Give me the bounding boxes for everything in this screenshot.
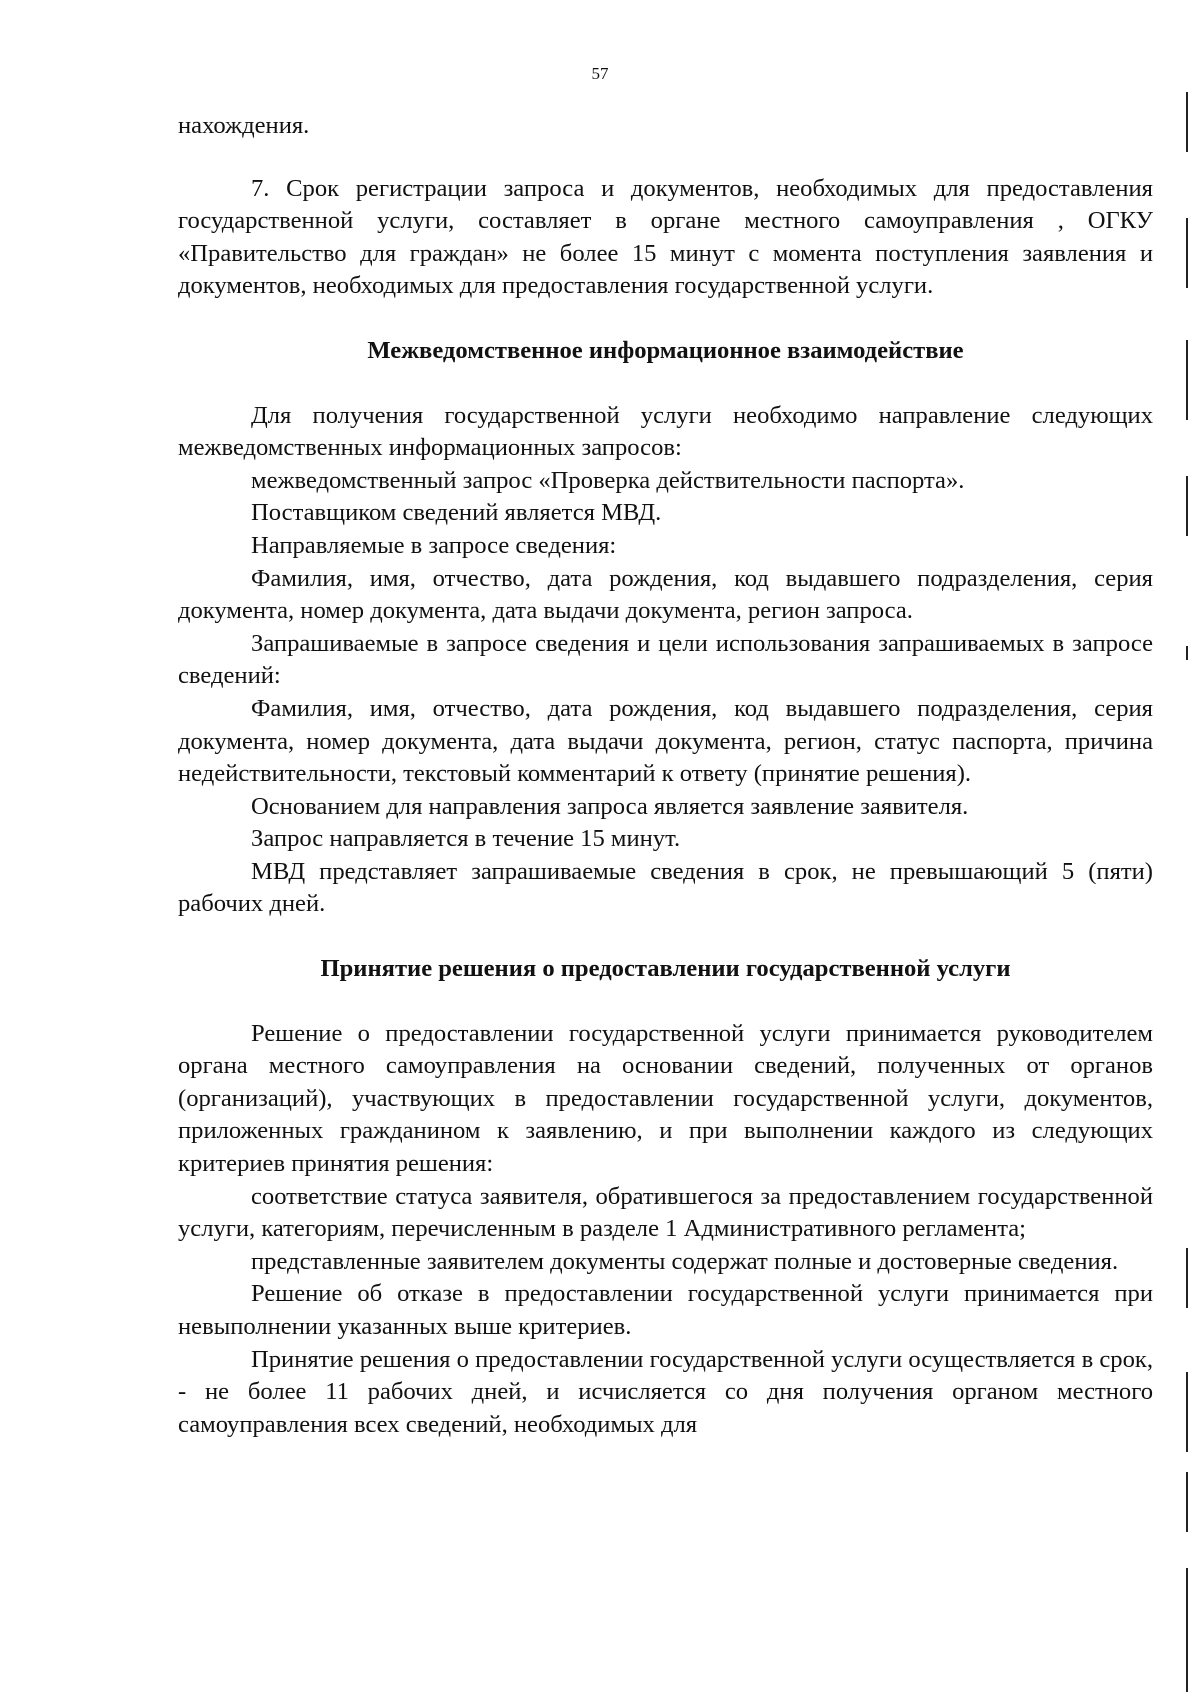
- paragraph: Поставщиком сведений является МВД.: [251, 499, 662, 527]
- scan-edge-mark: [1186, 1568, 1188, 1692]
- paragraph: представленные заявителем документы содержат полные и достоверные сведения.: [251, 1247, 1119, 1275]
- paragraph: межведомственный запрос «Проверка действительности паспорта».: [251, 466, 965, 494]
- scan-edge-mark: [1186, 340, 1188, 420]
- paragraph: соответствие статуса заявителя, обратившегося за предоставлением государственной услуги, категориям, перечисленным в разделе 1 Административного регламента;: [178, 1182, 1153, 1243]
- paragraph: МВД представляет запрашиваемые сведения в срок, не превышающий 5 (пяти) рабочих дней.: [178, 857, 1153, 918]
- paragraph: Решение об отказе в предоставлении государственной услуги принимается при невыполнении указанных выше критериев.: [178, 1280, 1153, 1340]
- document-body: [178, 110, 1153, 1441]
- scan-edge-mark: [1186, 646, 1188, 660]
- scan-edge-mark: [1186, 1248, 1188, 1308]
- paragraph: Основанием для направления запроса является заявление заявителя.: [251, 792, 969, 820]
- scan-edge-mark: [1186, 218, 1188, 288]
- scan-edge-mark: [1186, 92, 1188, 152]
- paragraph: Фамилия, имя, отчество, дата рождения, код выдавшего подразделения, серия документа, номер документа, дата выдачи документа, регион, статус паспорта, причина недействительности, текстовый комментарий к ответу (принятие решения).: [178, 694, 1153, 788]
- page-number: 57: [591, 64, 609, 83]
- paragraph: Фамилия, имя, отчество, дата рождения, код выдавшего подразделения, серия документа, номер документа, дата выдачи документа, регион запроса.: [178, 564, 1153, 625]
- paragraph: Запрашиваемые в запросе сведения и цели использования запрашиваемых в запросе сведений:: [178, 629, 1153, 690]
- paragraph-item-7: 7. Срок регистрации запроса и документов, необходимых для предоставления государственной услуги, составляет в органе местного самоуправления , ОГКУ «Правительство для граждан» не более 15 минут с момента поступления заявления и документов, необходимых для предоставления государственной услуги.: [178, 174, 1153, 300]
- paragraph: Решение о предоставлении государственной услуги принимается руководителем органа местного самоуправления на основании сведений, полученных от органов (организаций), участвующих в предоставлении государственной услуги, документов, приложенных гражданином к заявлению, и при выполнении каждого из следующих критериев принятия решения:: [178, 1019, 1153, 1178]
- paragraph: Запрос направляется в течение 15 минут.: [251, 825, 681, 853]
- scan-edge-mark: [1186, 1472, 1188, 1532]
- paragraph: Направляемые в запросе сведения:: [251, 531, 617, 559]
- scan-edge-mark: [1186, 1372, 1188, 1452]
- section-heading-interagency: Межведомственное информационное взаимодействие: [367, 336, 964, 364]
- paragraph: Принятие решения о предоставлении государственной услуги осуществляется в срок, - не более 11 рабочих дней, и исчисляется со дня получения органом местного самоуправления всех сведений, необходимых для: [178, 1345, 1153, 1438]
- section-heading-decision: Принятие решения о предоставлении государственной услуги: [320, 955, 1011, 983]
- scan-edge-mark: [1186, 476, 1188, 536]
- paragraph: Для получения государственной услуги необходимо направление следующих межведомственных информационных запросов:: [178, 401, 1153, 462]
- paragraph-continuation: нахождения.: [178, 112, 310, 139]
